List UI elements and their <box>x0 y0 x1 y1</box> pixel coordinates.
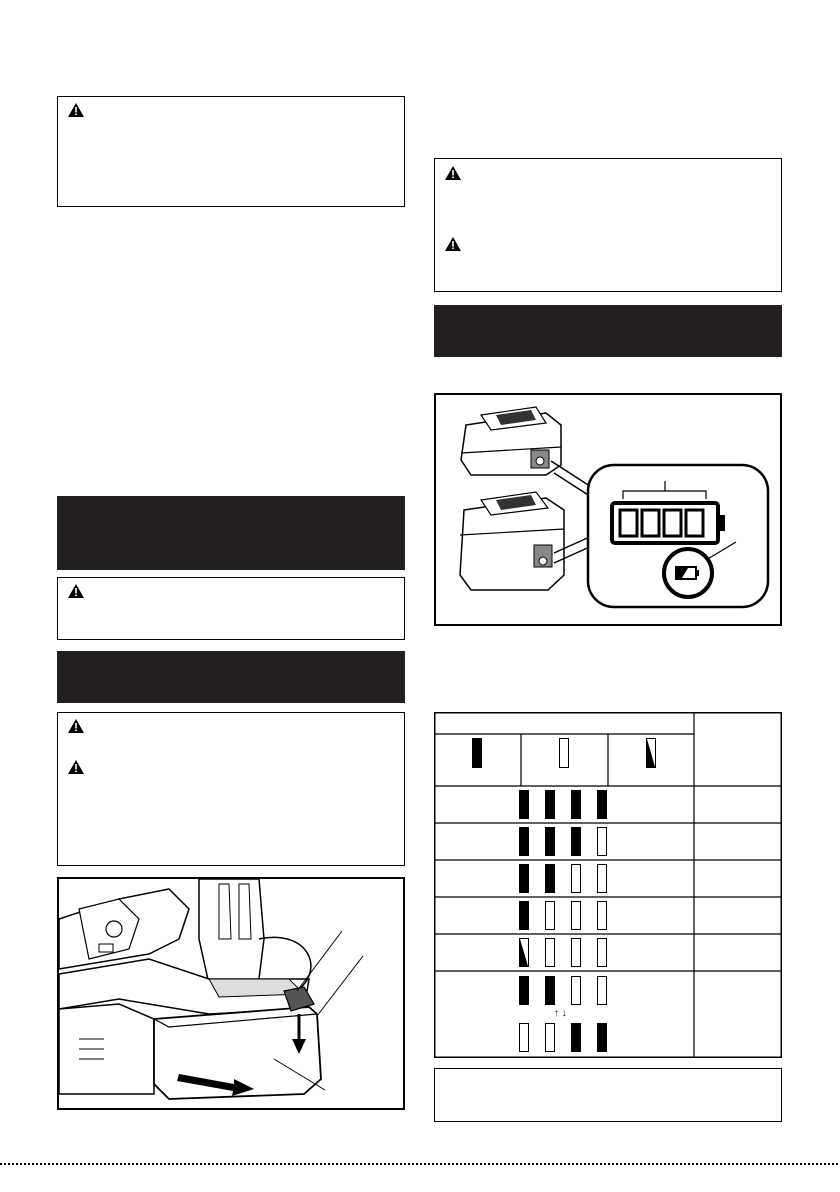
warning-box-1 <box>57 96 405 207</box>
battery-segment-full-icon <box>519 901 529 930</box>
battery-segment-full-icon <box>545 790 555 819</box>
battery-cartridges-illustration <box>436 395 780 624</box>
battery-segment-full-icon <box>545 827 555 856</box>
battery-segment-full-icon <box>519 864 529 893</box>
battery-segment-off-icon <box>545 901 555 930</box>
section-heading-bar-2 <box>57 651 405 703</box>
warning-triangle-icon <box>445 166 461 180</box>
battery-segment-off-icon <box>571 976 581 1005</box>
battery-segment-full-icon <box>571 790 581 819</box>
warning-triangle-icon <box>68 760 84 774</box>
battery-segment-off-icon <box>597 938 607 967</box>
battery-capacity-table <box>434 712 782 1058</box>
alternating-arrows: ↑ ↓ <box>554 1008 567 1019</box>
battery-segment-off-icon <box>597 976 607 1005</box>
battery-segment-off-icon <box>571 938 581 967</box>
warning-triangle-icon <box>68 584 84 598</box>
battery-segment-off-icon <box>597 827 607 856</box>
warning-triangle-icon <box>68 719 84 733</box>
battery-segment-off-icon <box>571 901 581 930</box>
battery-segment-off-icon <box>597 864 607 893</box>
battery-segment-blinking-icon <box>519 938 529 967</box>
battery-segment-off-icon <box>559 738 569 768</box>
tool-battery-illustration <box>59 879 403 1108</box>
battery-segment-full-icon <box>519 790 529 819</box>
page-footer-rule <box>0 1163 840 1165</box>
warning-box-3 <box>57 712 405 866</box>
section-heading-bar-1 <box>57 496 405 570</box>
battery-segment-full-icon <box>472 738 482 768</box>
battery-install-figure <box>57 877 405 1110</box>
battery-segment-off-icon <box>545 1023 555 1052</box>
battery-segment-full-icon <box>571 1023 581 1052</box>
warning-triangle-icon <box>445 237 461 251</box>
note-box <box>434 1068 782 1122</box>
battery-segment-off-icon <box>545 938 555 967</box>
battery-segment-full-icon <box>519 827 529 856</box>
battery-segment-full-icon <box>545 976 555 1005</box>
battery-indicator-figure <box>434 393 782 626</box>
battery-segment-full-icon <box>597 1023 607 1052</box>
warning-box-2 <box>57 577 405 640</box>
battery-segment-off-icon <box>571 864 581 893</box>
warning-triangle-icon <box>68 103 84 117</box>
battery-segment-full-icon <box>571 827 581 856</box>
warning-box-4 <box>434 158 782 292</box>
section-heading-bar-3 <box>434 305 782 357</box>
battery-segment-blinking-icon <box>646 738 656 768</box>
battery-segment-full-icon <box>519 976 529 1005</box>
battery-segment-full-icon <box>545 864 555 893</box>
battery-segment-full-icon <box>597 790 607 819</box>
table-grid <box>434 712 782 1058</box>
battery-segment-off-icon <box>597 901 607 930</box>
battery-segment-off-icon <box>519 1023 529 1052</box>
